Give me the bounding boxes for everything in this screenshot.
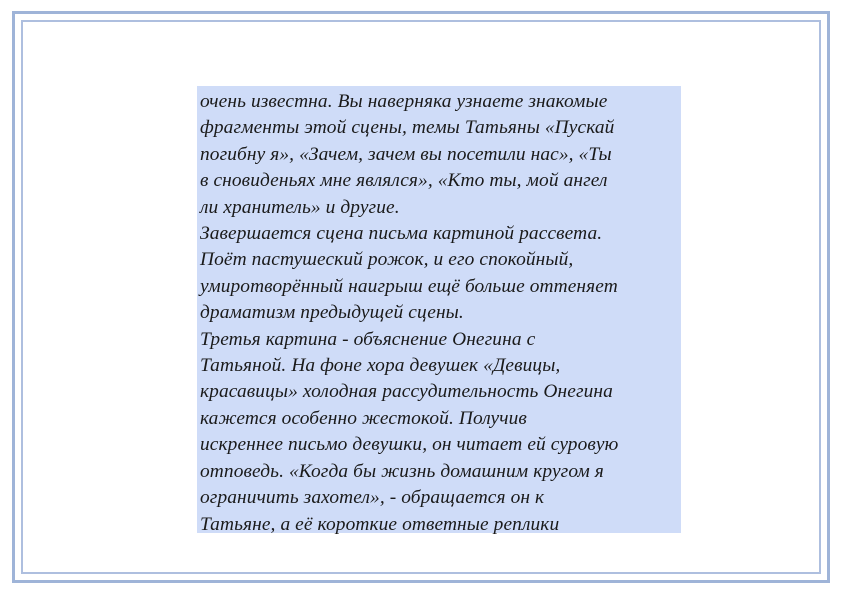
text-line: фрагменты этой сцены, темы Татьяны «Пускай — [200, 117, 615, 139]
text-line: в сновиденьях мне являлся», «Кто ты, мой ангел — [200, 170, 608, 192]
text-line: драматизм предыдущей сцены. — [200, 302, 464, 324]
text-line: очень известна. Вы наверняка узнаете знакомые — [200, 91, 608, 112]
text-line: отповедь. «Когда бы жизнь домашним кругом я — [200, 460, 604, 482]
text-line: искреннее письмо девушки, он читает ей суровую — [200, 434, 619, 456]
text-line: погибну я», «Зачем, зачем вы посетили нас», «Ты — [200, 143, 612, 165]
text-line: ограничить захотел», - обращается он к — [200, 487, 545, 509]
text-line: ли хранитель» и другие. — [200, 196, 400, 218]
text-line: Третья картина - объяснение Онегина с — [200, 328, 536, 350]
text-line: Поёт пастушеский рожок, и его спокойный, — [200, 249, 574, 271]
text-line: Завершается сцена письма картиной рассвета. — [200, 223, 603, 245]
text-line: умиротворённый наигрыш ещё больше оттеняет — [200, 275, 618, 297]
text-line: Татьяне, а её короткие ответные реплики — [200, 513, 560, 535]
text-line: красавицы» холодная рассудительность Онегина — [200, 381, 613, 403]
text-line: Татьяной. На фоне хора девушек «Девицы, — [200, 355, 561, 377]
text-line: кажется особенно жестокой. Получив — [200, 407, 527, 429]
text-block — [197, 86, 681, 533]
